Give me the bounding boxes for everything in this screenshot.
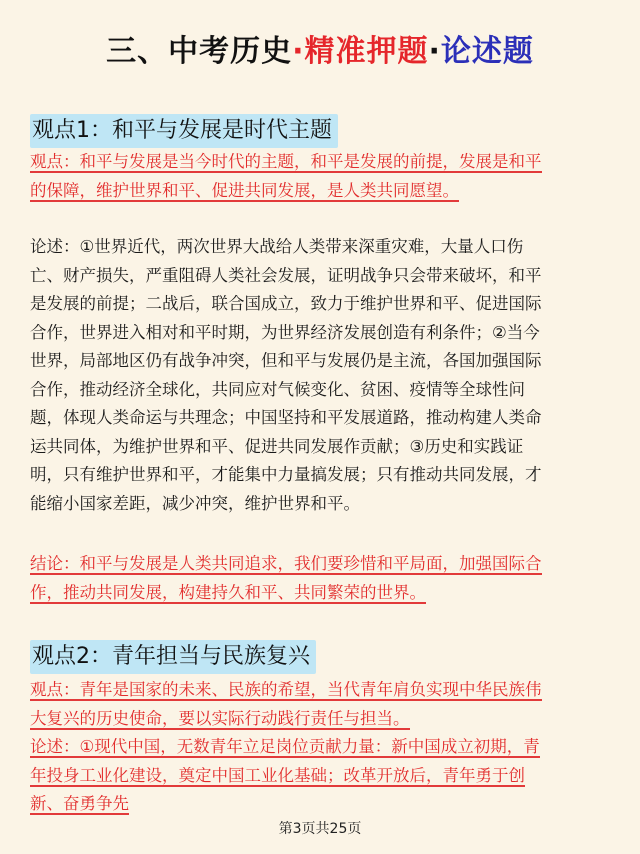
page-title — [0, 30, 640, 74]
section1-argument-line: 能缩小国家差距，减少冲突，维护世界和平。 — [30, 493, 360, 513]
section1-conclusion-line: 作，推动共同发展，构建持久和平、共同繁荣的世界。 — [30, 582, 426, 602]
title-dot2: · — [428, 34, 441, 69]
page-number: 第3页共25页 — [278, 821, 362, 837]
section1-argument-line: 是发展的前提；二战后，联合国成立，致力于维护世界和平、促进国际 — [30, 294, 542, 313]
section1-argument-line: 亡、财产损失，严重阻碍人类社会发展，证明战争只会带来破坏，和平 — [30, 265, 542, 285]
section2-viewpoint-line: 观点：青年是国家的未来、民族的希望，当代青年肩负实现中华民族伟 — [30, 680, 542, 699]
section2-argument — [30, 733, 615, 819]
section1-argument — [30, 233, 615, 518]
section2-argument-line: 新、奋勇争先 — [30, 794, 129, 813]
section1-conclusion-line: 结论：和平与发展是人类共同追求，我们要珍惜和平局面，加强国际合 — [30, 554, 542, 573]
title-part3: 论述题 — [440, 34, 534, 69]
section1-viewpoint-line: 观点：和平与发展是当今时代的主题，和平是发展的前提，发展是和平 — [30, 152, 542, 171]
section2-heading: 观点2：青年担当与民族复兴 — [30, 640, 316, 674]
section2-argument-line: 论述：①现代中国，无数青年立足岗位贡献力量：新中国成立初期，青 — [30, 737, 540, 756]
section2-viewpoint — [30, 676, 615, 733]
section2-argument-line: 年投身工业化建设，奠定中国工业化基础；改革开放后，青年勇于创 — [30, 765, 525, 785]
title-part1: 三、中考历史 — [106, 34, 293, 69]
section1-viewpoint — [30, 148, 615, 205]
section1-argument-line: 题，体现人类命运与共理念；中国坚持和平发展道路，推动构建人类命 — [30, 408, 542, 427]
title-part2: 精准押题 — [304, 34, 429, 69]
section1-heading: 观点1：和平与发展是时代主题 — [30, 114, 338, 148]
section1-argument-line: 论述：①世界近代，两次世界大战给人类带来深重灾难，大量人口伤 — [30, 237, 524, 256]
section1-argument-line: 世界，局部地区仍有战争冲突，但和平与发展仍是主流，各国加强国际 — [30, 351, 542, 370]
section1-argument-line: 明，只有维护世界和平，才能集中力量搞发展；只有推动共同发展，才 — [30, 465, 542, 484]
section1-argument-line: 运共同体，为维护世界和平、促进共同发展作贡献；③历史和实践证 — [30, 436, 524, 456]
title-dot1: · — [292, 34, 305, 69]
section1-argument-line: 合作，世界进入相对和平时期，为世界经济发展创造有利条件；②当今 — [30, 322, 540, 342]
section1-viewpoint-line: 的保障，维护世界和平、促进共同发展，是人类共同愿望。 — [30, 180, 459, 200]
section1-conclusion — [30, 550, 615, 607]
section2-viewpoint-line: 大复兴的历史使命，要以实际行动践行责任与担当。 — [30, 708, 410, 728]
section1-argument-line: 合作，推动经济全球化，共同应对气候变化、贫困、疫情等全球性问 — [30, 379, 525, 399]
